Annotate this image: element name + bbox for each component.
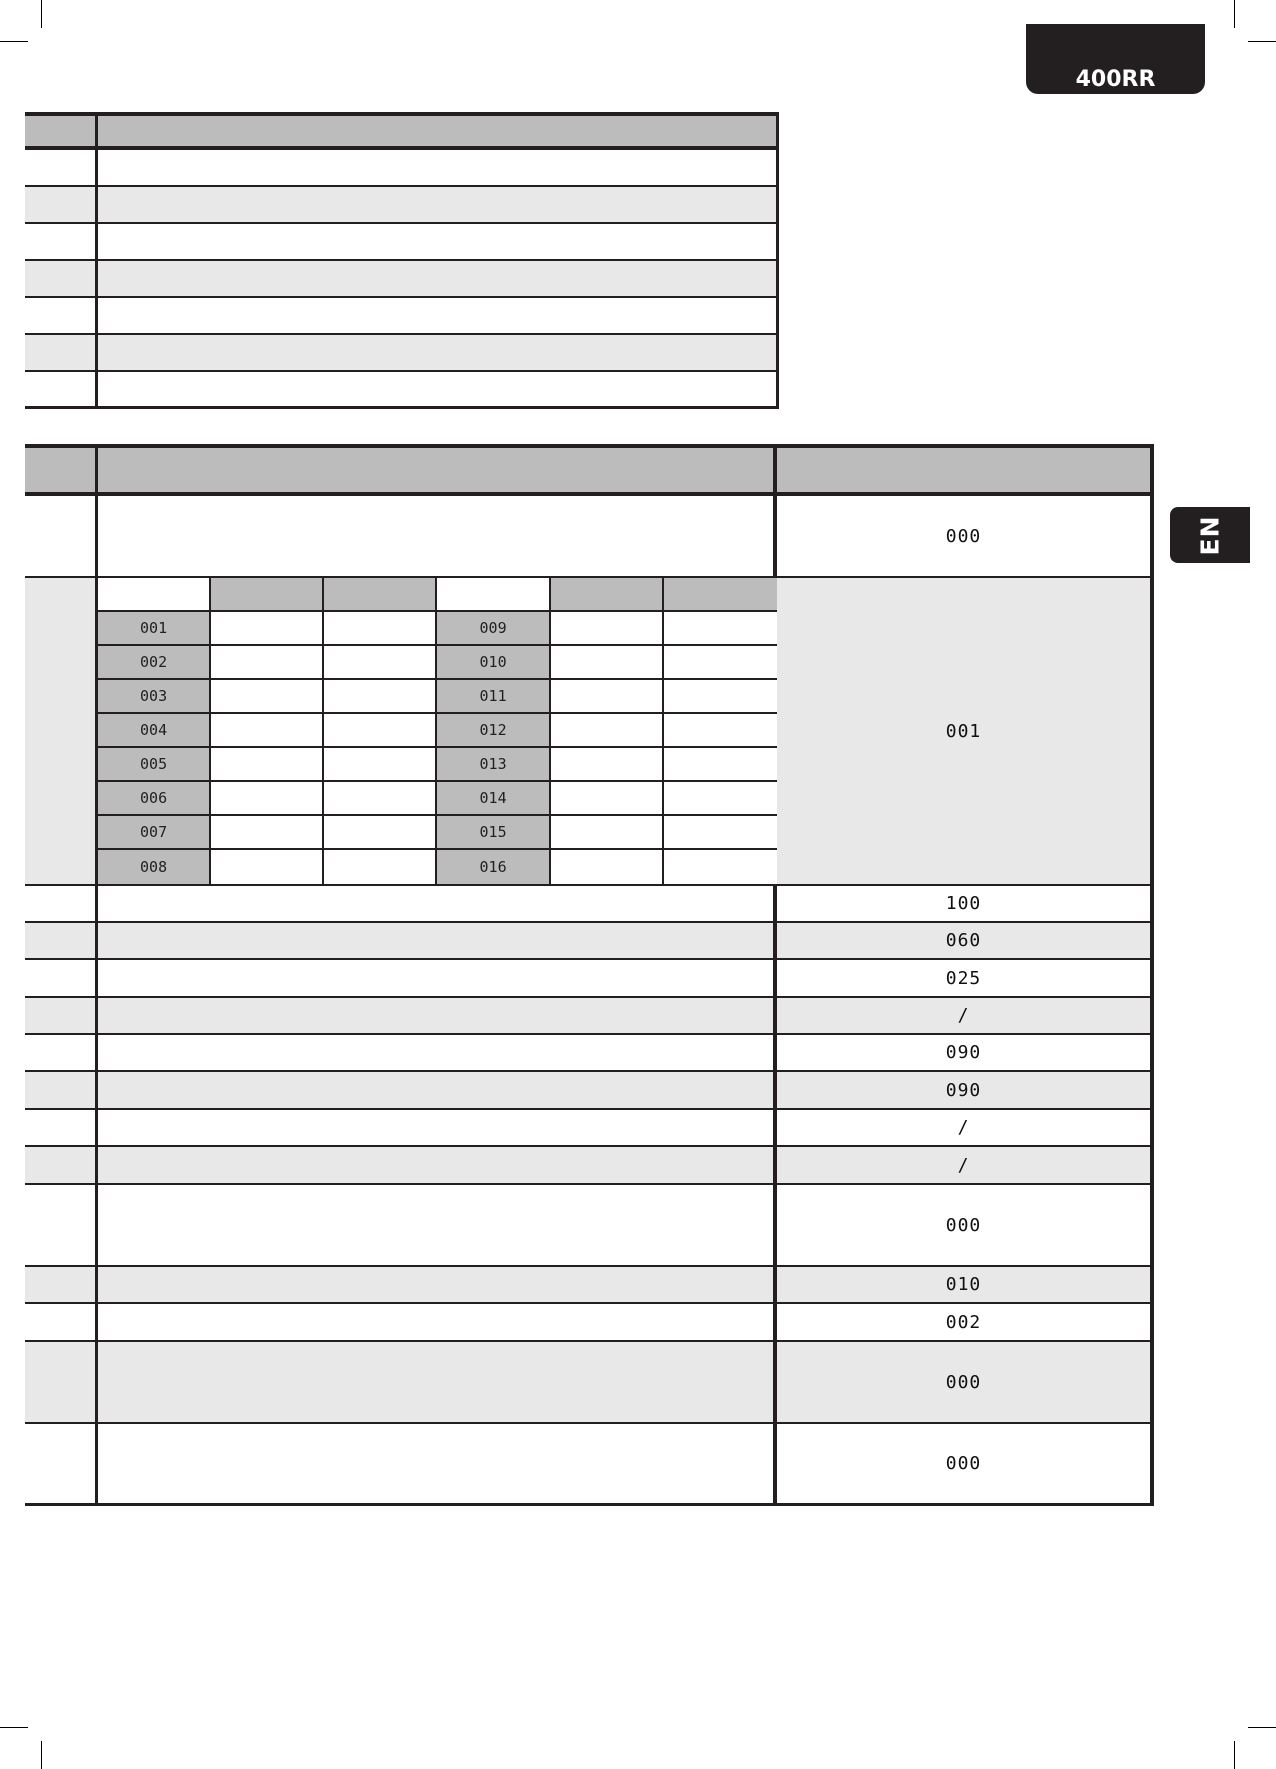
table-row <box>25 187 779 224</box>
table-row <box>25 335 779 372</box>
default-value: 090 <box>945 1079 982 1101</box>
crop-mark <box>0 41 28 42</box>
default-value: 100 <box>945 893 982 914</box>
table-row <box>25 1110 1154 1147</box>
default-value: / <box>957 1117 970 1138</box>
crop-mark <box>41 1741 42 1769</box>
table-row <box>25 224 779 261</box>
code-cell: 015 <box>479 823 507 841</box>
default-value: / <box>957 1005 970 1026</box>
table-row <box>25 261 779 298</box>
model-badge <box>1026 24 1205 94</box>
language-label: EN <box>1195 514 1225 556</box>
table-row <box>25 886 1154 923</box>
default-value: 001 <box>945 720 982 742</box>
code-cell: 001 <box>140 619 168 637</box>
code-cell: 012 <box>479 721 507 739</box>
table-row <box>25 1185 1154 1267</box>
default-value: / <box>957 1154 970 1176</box>
code-cell: 008 <box>140 858 168 876</box>
table-row <box>25 960 1154 998</box>
crop-mark <box>1248 1727 1276 1728</box>
code-grid-row <box>25 578 1154 886</box>
code-grid <box>98 578 777 884</box>
table-row <box>25 150 779 187</box>
language-tab <box>1170 507 1250 563</box>
table-row <box>25 1072 1154 1110</box>
code-cell: 009 <box>479 619 507 637</box>
table-row <box>25 496 1154 578</box>
code-cell: 016 <box>479 858 507 876</box>
crop-mark <box>41 0 42 28</box>
default-value: 000 <box>945 1214 982 1236</box>
code-cell: 013 <box>479 755 507 773</box>
default-value: 010 <box>945 1274 982 1295</box>
code-cell: 004 <box>140 721 168 739</box>
table-row <box>25 372 779 409</box>
default-value: 025 <box>945 967 982 989</box>
table-row <box>25 1267 1154 1304</box>
default-value: 000 <box>945 1453 982 1474</box>
crop-mark <box>1234 1741 1235 1769</box>
default-value: 000 <box>945 525 982 547</box>
code-cell: 005 <box>140 755 168 773</box>
table-row <box>25 1035 1154 1072</box>
table-row <box>25 1304 1154 1342</box>
crop-mark <box>0 1727 28 1728</box>
code-cell: 010 <box>479 653 507 671</box>
code-cell: 014 <box>479 789 507 807</box>
table-1 <box>25 112 779 409</box>
table-row <box>25 998 1154 1035</box>
table-row <box>25 923 1154 960</box>
table-header-row <box>25 112 779 150</box>
default-value: 000 <box>945 1371 982 1393</box>
code-cell: 007 <box>140 823 168 841</box>
code-cell: 011 <box>479 687 507 705</box>
table-row <box>25 1147 1154 1185</box>
code-cell: 003 <box>140 687 168 705</box>
model-label: 400RR <box>1075 67 1156 92</box>
table-row <box>25 1342 1154 1424</box>
default-value: 002 <box>945 1311 982 1333</box>
crop-mark <box>1234 0 1235 28</box>
table-row <box>25 1424 1154 1506</box>
default-value: 060 <box>945 930 982 951</box>
crop-mark <box>1248 41 1276 42</box>
default-value: 090 <box>945 1042 982 1063</box>
table-header-row <box>25 444 1154 496</box>
table-row <box>25 298 779 335</box>
code-cell: 002 <box>140 653 168 671</box>
code-cell: 006 <box>140 789 168 807</box>
table-2 <box>25 444 1154 1506</box>
